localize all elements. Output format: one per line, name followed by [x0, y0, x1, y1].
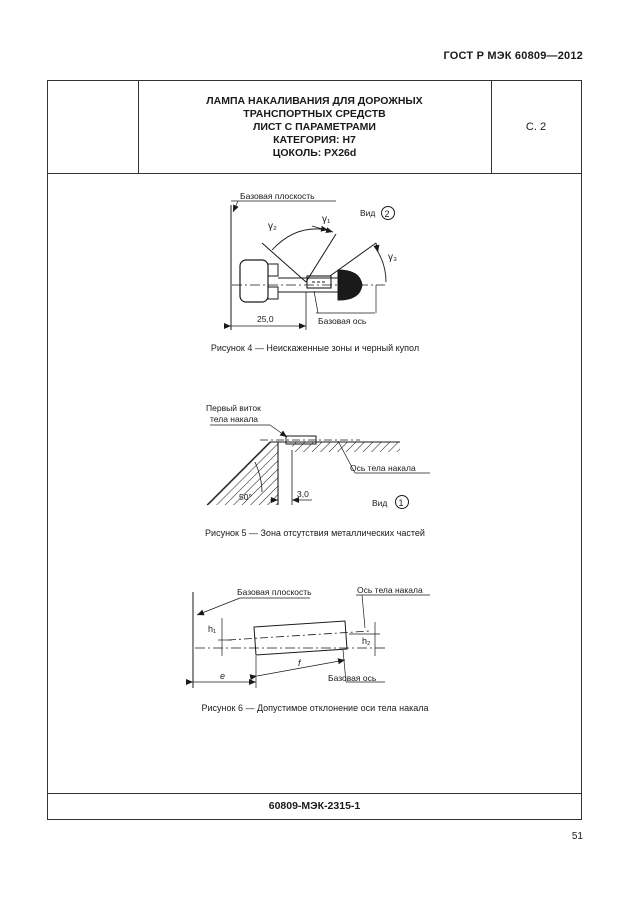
base-axis-leader-2: [314, 291, 318, 313]
fig5-dimension: 3,0: [297, 489, 309, 499]
fig4-view-number: 2: [384, 209, 390, 219]
fig5-first-turn-1: Первый виток: [206, 403, 261, 413]
figure-6: [193, 592, 430, 688]
fig4-dimension: 25,0: [257, 314, 274, 324]
title-line-5: ЦОКОЛЬ: PX26d: [272, 146, 357, 159]
standard-number: ГОСТ Р МЭК 60809—2012: [443, 50, 583, 62]
fig4-gamma2: γ₂: [268, 221, 277, 232]
base-plane-arrow: [233, 201, 238, 212]
fig6-h1: h₁: [208, 624, 217, 634]
arc-gamma2: [272, 229, 328, 250]
fig6-f: f: [298, 658, 301, 668]
fig5-view-number: 1: [398, 498, 404, 508]
sheet-number: С. 2: [525, 121, 547, 133]
base-lug-bottom: [268, 287, 278, 299]
arc-gamma3: [374, 246, 386, 282]
figure-6-caption: Рисунок 6 — Допустимое отклонение оси тела накала: [201, 703, 429, 713]
figure-6-labels: [208, 585, 423, 683]
fig6-h2: h₂: [362, 636, 371, 646]
figure-4-caption: Рисунок 4 — Неискаженные зоны и черный купол: [210, 343, 420, 353]
figure-5-caption: Рисунок 5 — Зона отсутствия металлических частей: [205, 528, 425, 538]
fig4-view-label: Вид: [360, 208, 376, 218]
ray-gamma3: [330, 243, 376, 276]
title-line-4: КАТЕГОРИЯ: H7: [273, 133, 356, 146]
title-line-2: ТРАНСПОРТНЫХ СРЕДСТВ: [243, 107, 386, 120]
fig5-angle: 50°: [239, 492, 252, 502]
fig6-base-plane-label: Базовая плоскость: [237, 587, 312, 597]
page-number: 51: [571, 831, 583, 842]
title-line-1: ЛАМПА НАКАЛИВАНИЯ ДЛЯ ДОРОЖНЫХ: [206, 94, 423, 107]
fig4-base-axis-label: Базовая ось: [318, 316, 367, 326]
lamp-base: [240, 260, 268, 302]
fig6-base-axis: Базовая ось: [328, 673, 377, 683]
fig4-gamma1: γ₁: [322, 214, 331, 225]
base-lug-top: [268, 264, 278, 276]
fig6-e: e: [220, 671, 226, 681]
fig6-filament-axis: Ось тела накала: [357, 585, 423, 595]
first-turn-arrow: [270, 425, 287, 437]
fig5-filament-axis: Ось тела накала: [350, 463, 416, 473]
filament-axis-line: [228, 631, 370, 640]
fig4-gamma3: γ₃: [388, 252, 398, 263]
fig5-first-turn-2: тела накала: [210, 414, 259, 424]
axis-leader: [362, 595, 365, 628]
figure-4: [231, 201, 398, 330]
figure-4-labels: [240, 191, 397, 326]
fig4-base-plane-label: Базовая плоскость: [240, 191, 315, 201]
title-line-3: ЛИСТ С ПАРАМЕТРАМИ: [253, 120, 376, 133]
filament-body: [254, 621, 347, 655]
base-plane-arrow: [197, 598, 240, 615]
footer-code: 60809-МЭК-2315-1: [268, 800, 361, 812]
fig5-view-label: Вид: [372, 498, 388, 508]
